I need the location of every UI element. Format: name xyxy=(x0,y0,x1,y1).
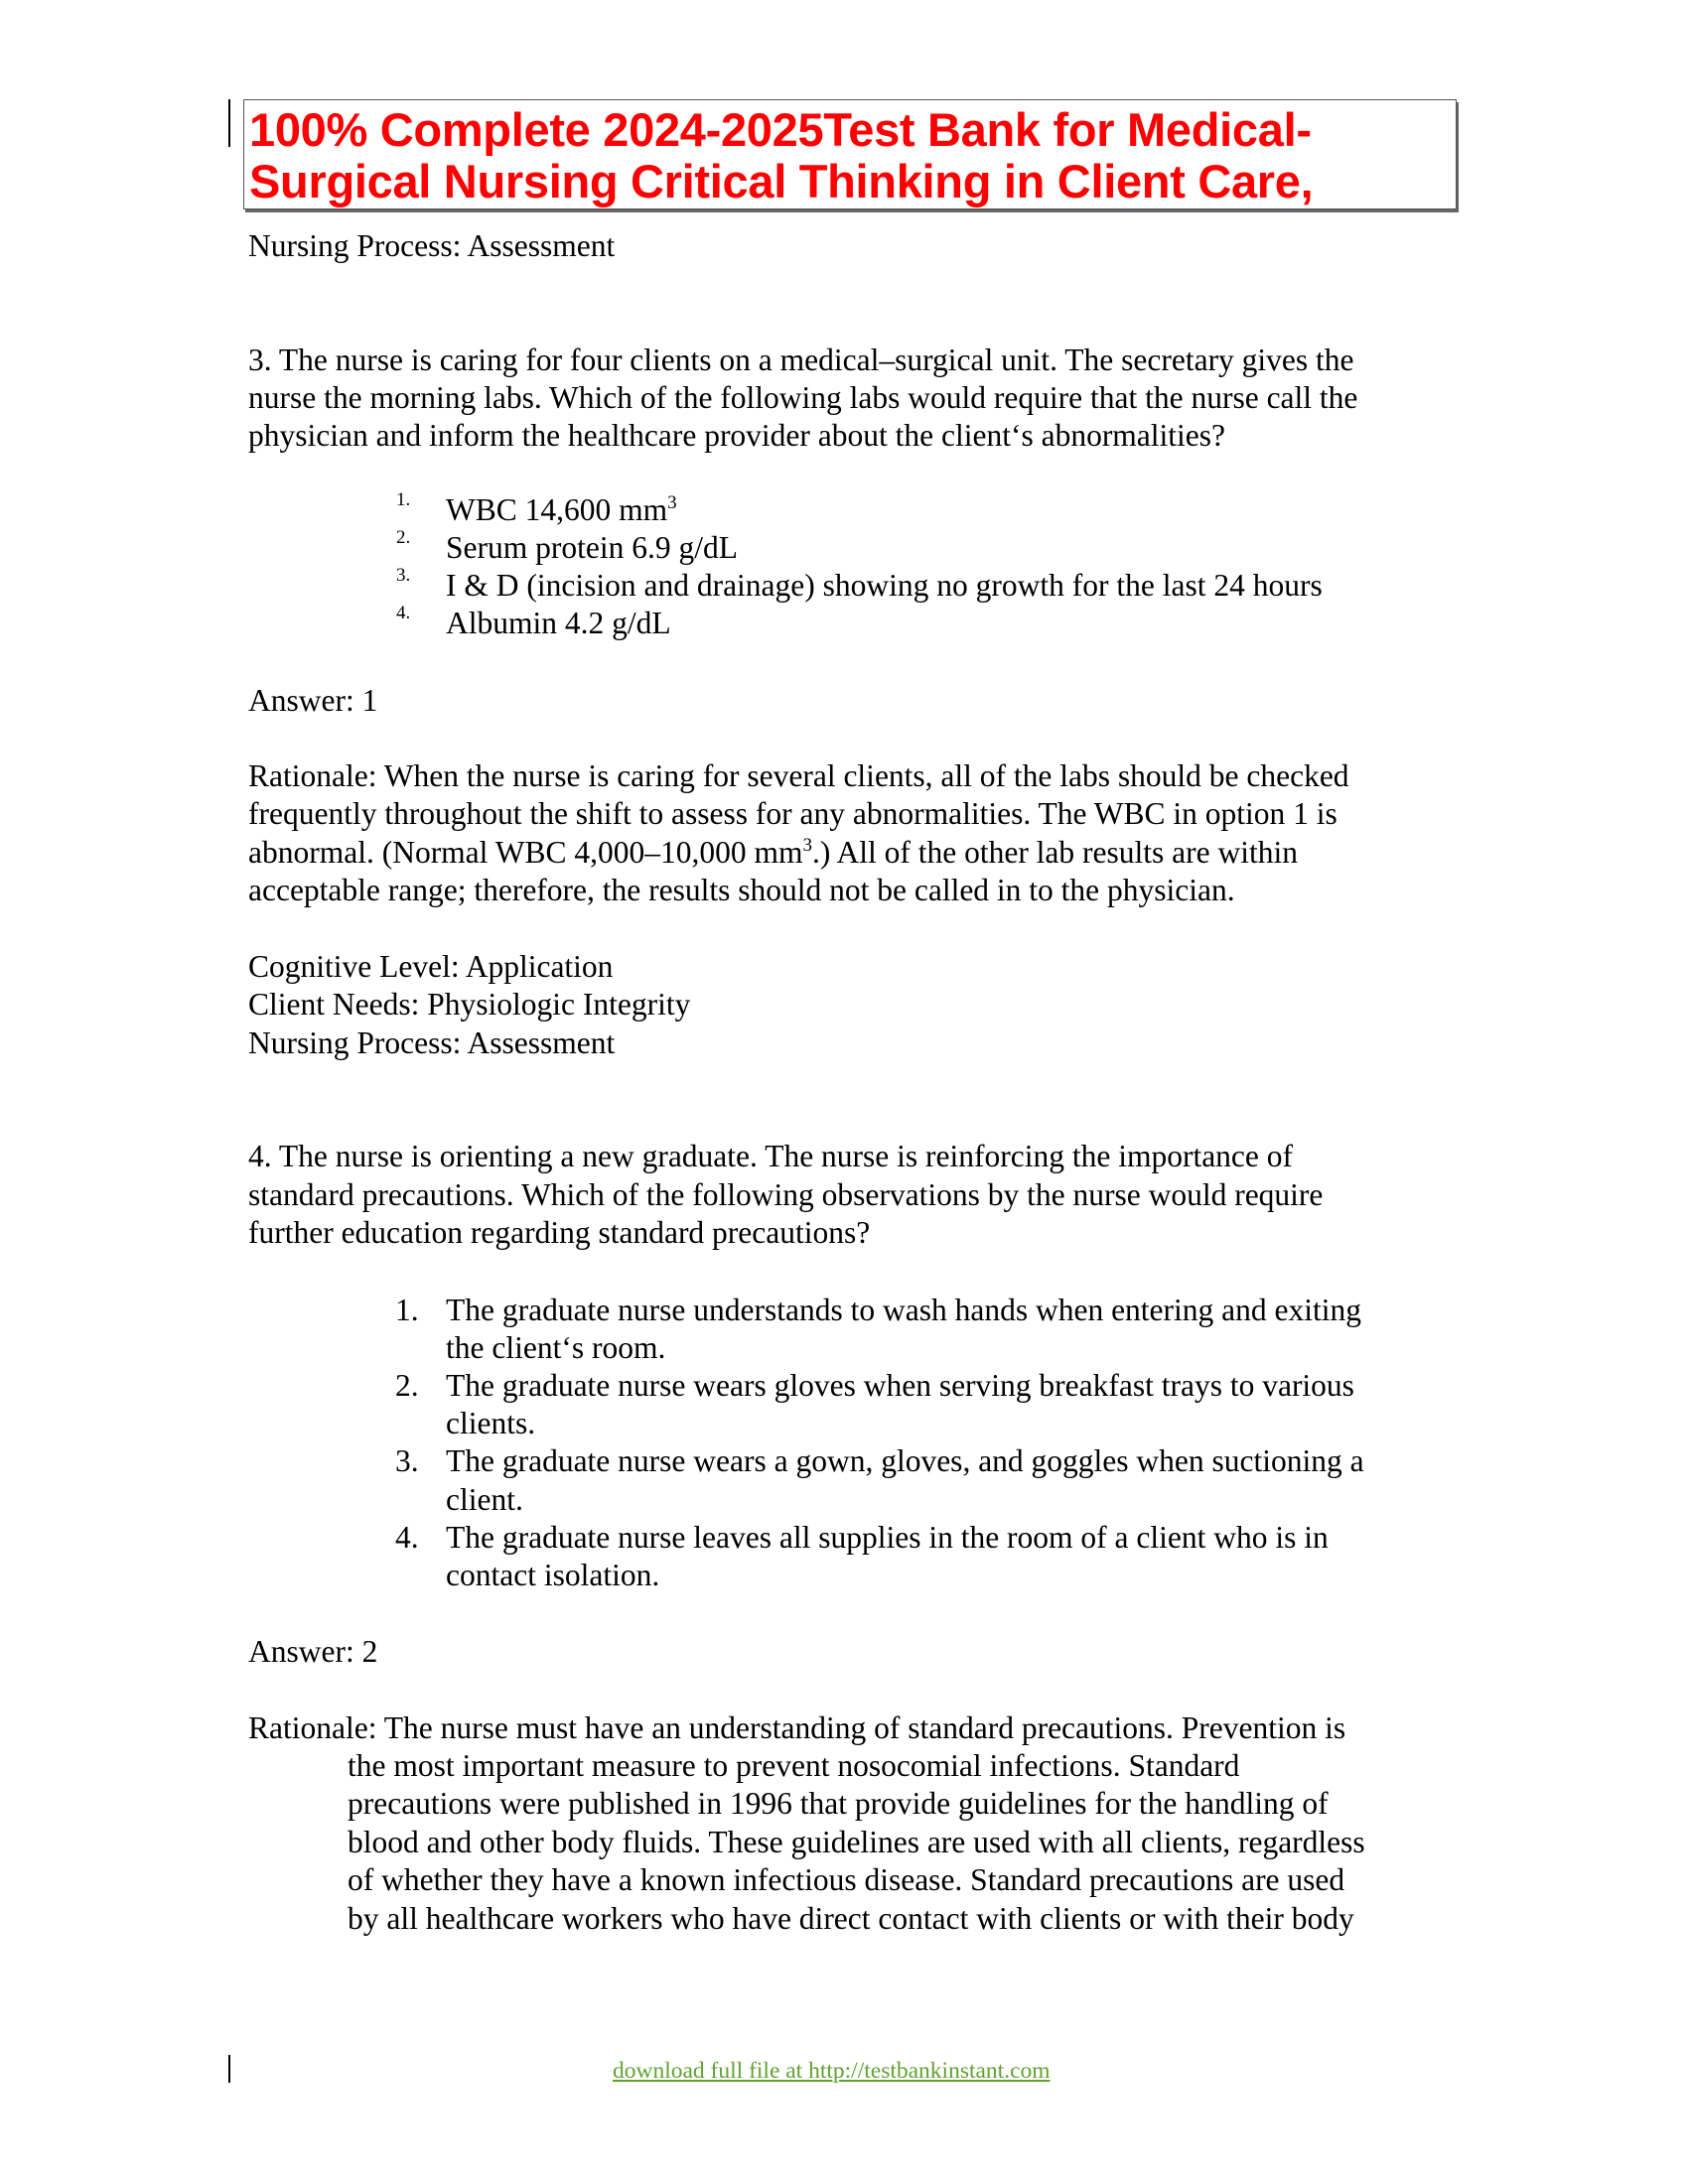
q3-option-1-number: 1. xyxy=(396,489,411,510)
q4-answer: Answer: 2 xyxy=(248,1634,378,1669)
q4-option-2-line-2: clients. xyxy=(446,1406,536,1440)
q3-stem-line-1: 3. The nurse is caring for four clients on a medical–surgical unit. The secretary gives the xyxy=(248,342,1354,377)
q3-stem-line-2: nurse the morning labs. Which of the following labs would require that the nurse call the xyxy=(248,380,1358,415)
title-line-2: Surgical Nursing Critical Thinking in Client Care, xyxy=(249,155,1314,207)
q3-option-2: Serum protein 6.9 g/dL xyxy=(446,530,738,565)
q4-option-1-line-1: The graduate nurse understands to wash hands when entering and exiting xyxy=(446,1293,1361,1327)
q4-rationale-line-5: of whether they have a known infectious disease. Standard precautions are used xyxy=(348,1862,1345,1897)
q3-cognitive-level: Cognitive Level: Application xyxy=(248,949,614,984)
q4-option-1-number: 1. xyxy=(395,1293,419,1327)
q3-option-3-number: 3. xyxy=(396,565,411,586)
q3-rationale-line-3 xyxy=(248,834,1298,872)
q4-rationale-line-4: blood and other body fluids. These guidelines are used with all clients, regardless xyxy=(348,1825,1365,1859)
q3-rationale-line-3-b: .) All of the other lab results are within xyxy=(811,835,1298,870)
q4-option-2-line-1: The graduate nurse wears gloves when serving breakfast trays to various xyxy=(446,1368,1354,1403)
q4-option-3-line-1: The graduate nurse wears a gown, gloves, and goggles when suctioning a xyxy=(446,1443,1364,1478)
title-box xyxy=(243,99,1457,209)
title-line-1: 100% Complete 2024-2025Test Bank for Medical- xyxy=(249,103,1312,156)
q4-option-2-number: 2. xyxy=(395,1368,419,1403)
q3-option-1 xyxy=(446,491,677,529)
download-link[interactable]: download full file at http://testbankinstant.com xyxy=(613,2058,1051,2084)
q4-option-1-line-2: the client‘s room. xyxy=(446,1330,666,1365)
q3-answer: Answer: 1 xyxy=(248,683,378,718)
q3-rationale-line-1: Rationale: When the nurse is caring for several clients, all of the labs should be checked xyxy=(248,758,1349,793)
q4-rationale-line-2: the most important measure to prevent nosocomial infections. Standard xyxy=(348,1748,1240,1783)
q3-option-3: I & D (incision and drainage) showing no growth for the last 24 hours xyxy=(446,568,1323,603)
q3-rationale-line-3-a: abnormal. (Normal WBC 4,000–10,000 mm xyxy=(248,835,803,870)
change-bar-footer xyxy=(228,2055,230,2083)
q3-client-needs: Client Needs: Physiologic Integrity xyxy=(248,987,691,1022)
q4-rationale-line-6: by all healthcare workers who have direct contact with clients or with their body xyxy=(348,1901,1354,1936)
q3-rationale-sup: 3 xyxy=(802,835,812,856)
q3-option-2-number: 2. xyxy=(396,527,411,548)
q3-option-1-text: WBC 14,600 mm xyxy=(446,492,668,527)
q4-option-3-number: 3. xyxy=(395,1443,419,1478)
q3-rationale-line-4: acceptable range; therefore, the results should not be called in to the physician. xyxy=(248,873,1235,907)
q4-option-4-number: 4. xyxy=(395,1520,419,1555)
q4-stem-line-1: 4. The nurse is orienting a new graduate. The nurse is reinforcing the importance of xyxy=(248,1139,1294,1173)
q4-stem-line-2: standard precautions. Which of the following observations by the nurse would require xyxy=(248,1177,1324,1212)
q4-stem-line-3: further education regarding standard precautions? xyxy=(248,1215,871,1250)
q3-option-1-sup: 3 xyxy=(667,492,677,513)
q4-option-4-line-2: contact isolation. xyxy=(446,1558,660,1592)
prev-nursing-process: Nursing Process: Assessment xyxy=(248,228,616,263)
q4-option-3-line-2: client. xyxy=(446,1482,523,1517)
q3-option-4-number: 4. xyxy=(396,603,411,623)
change-bar-top xyxy=(228,99,230,147)
q4-option-4-line-1: The graduate nurse leaves all supplies in the room of a client who is in xyxy=(446,1520,1329,1555)
q4-rationale-line-3: precautions were published in 1996 that provide guidelines for the handling of xyxy=(348,1786,1329,1821)
q4-rationale-line-1: Rationale: The nurse must have an understanding of standard precautions. Prevention is xyxy=(248,1710,1346,1745)
q3-option-4: Albumin 4.2 g/dL xyxy=(446,606,671,640)
q3-stem-line-3: physician and inform the healthcare provider about the client‘s abnormalities? xyxy=(248,418,1226,453)
q3-rationale-line-2: frequently throughout the shift to assess for any abnormalities. The WBC in option 1 is xyxy=(248,796,1337,831)
q3-nursing-process: Nursing Process: Assessment xyxy=(248,1025,616,1060)
